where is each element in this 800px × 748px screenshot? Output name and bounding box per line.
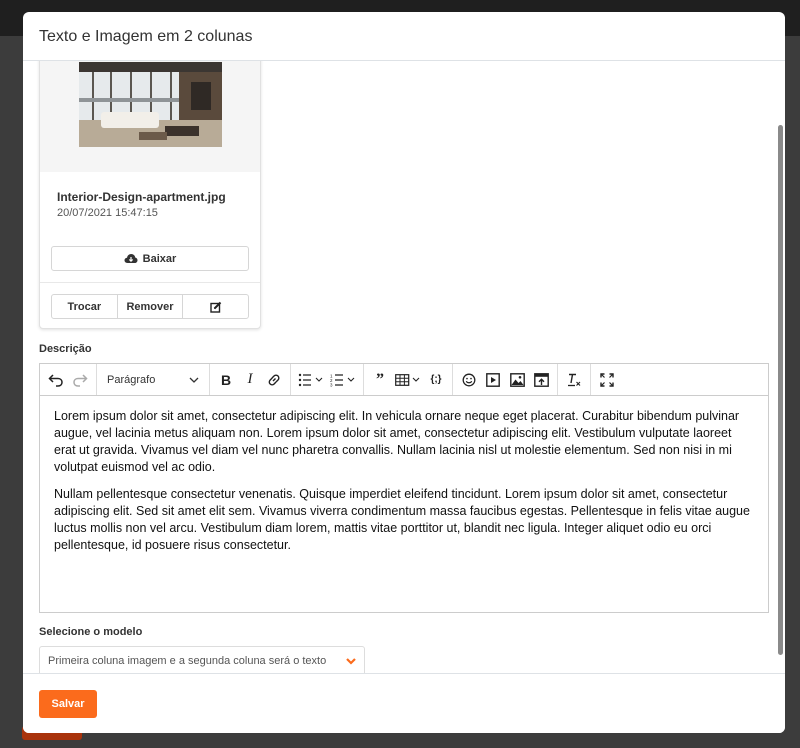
bold-icon[interactable]: B <box>220 371 232 388</box>
modal-title: Texto e Imagem em 2 colunas <box>39 28 253 45</box>
apartment-photo <box>79 62 222 147</box>
modal-body[interactable] <box>23 61 785 673</box>
edit-icon <box>210 301 222 313</box>
block-format-value: Parágrafo <box>107 373 156 386</box>
table-icon[interactable] <box>392 367 424 393</box>
image-icon[interactable] <box>505 367 529 393</box>
chevron-down-icon <box>189 377 199 383</box>
paragraph: Lorem ipsum dolor sit amet, consectetur adipiscing elit. In vehicula ornare neque eget placerat. Curabitur bibendum pulvinar augue, vel lacinia metus aliquam non. Lorem ipsum dolor sit amet, consectetur adipiscing elit. Vestibulum vulputate laoreet erat ut gravida. Vivamus vel diam vel nunc pharetra convallis. Nullam lacinia nisl ut molestie elementum. Sed non nisi in mi volutpat euismod vel ac odio. <box>54 409 740 474</box>
modal-footer <box>23 673 785 733</box>
edit-button[interactable] <box>183 295 248 318</box>
svg-text:3: 3 <box>330 382 333 387</box>
scrollbar[interactable] <box>775 61 785 673</box>
card-divider <box>40 282 260 283</box>
editor-content[interactable] <box>40 396 768 576</box>
code-sample-icon[interactable]: {;} <box>430 374 442 385</box>
save-button[interactable]: Salvar <box>39 690 97 718</box>
clear-formatting-icon[interactable] <box>562 367 586 393</box>
swap-button[interactable]: Trocar <box>52 295 118 318</box>
rich-text-editor <box>39 363 769 613</box>
editor-toolbar <box>40 364 768 396</box>
remove-button[interactable]: Remover <box>118 295 184 318</box>
modal-header <box>23 12 785 61</box>
link-icon[interactable] <box>262 367 286 393</box>
clear-group <box>558 364 591 395</box>
svg-text:1: 1 <box>330 373 333 378</box>
description-label: Descrição <box>39 343 92 355</box>
fullscreen-icon[interactable] <box>595 367 619 393</box>
media-group <box>453 364 558 395</box>
image-preview <box>40 61 260 172</box>
text-style-group <box>210 364 291 395</box>
download-label: Baixar <box>142 252 177 265</box>
svg-text:2: 2 <box>330 377 333 383</box>
blockquote-icon[interactable]: ” <box>376 370 384 388</box>
list-group <box>291 364 364 395</box>
download-button[interactable] <box>51 246 249 271</box>
emoji-icon[interactable] <box>457 367 481 393</box>
insert-group <box>364 364 453 395</box>
cloud-download-icon <box>124 253 138 264</box>
modal-dialog <box>23 12 785 733</box>
numbered-list-icon[interactable] <box>327 367 359 393</box>
redo-icon[interactable] <box>68 367 92 393</box>
file-card <box>39 61 261 329</box>
model-select[interactable] <box>39 646 365 673</box>
file-date: 20/07/2021 15:47:15 <box>57 207 158 219</box>
media-icon[interactable] <box>481 367 505 393</box>
paragraph: Nullam pellentesque consectetur venenatis. Quisque imperdiet eleifend tincidunt. Lorem ipsum dolor sit amet, consectetur adipiscing elit. Sed sit amet elit sem. Vivamus viverra condimentum massa faucibus egestas. Pellentesque in felis vitae augue luctus mollis non vel arcu. Vestibulum diam lorem, mattis vitae porttitor ut, blandit nec ligula. Integer aliquet odio eu orci pellentesque, id posuere risus consectetur. <box>54 487 750 552</box>
model-label: Selecione o modelo <box>39 626 143 638</box>
view-group <box>591 364 623 395</box>
file-actions <box>51 294 249 319</box>
scrollbar-thumb[interactable] <box>778 125 783 655</box>
undo-icon[interactable] <box>44 367 68 393</box>
upload-image-icon[interactable] <box>529 367 553 393</box>
format-group <box>97 364 210 395</box>
italic-icon[interactable]: I <box>247 371 253 387</box>
model-select-value: Primeira coluna imagem e a segunda coluna será o texto <box>48 655 327 667</box>
history-group <box>40 364 97 395</box>
file-name: Interior-Design-apartment.jpg <box>57 190 226 204</box>
chevron-down-icon <box>346 658 356 665</box>
bullet-list-icon[interactable] <box>295 367 327 393</box>
block-format-select[interactable] <box>101 367 205 393</box>
